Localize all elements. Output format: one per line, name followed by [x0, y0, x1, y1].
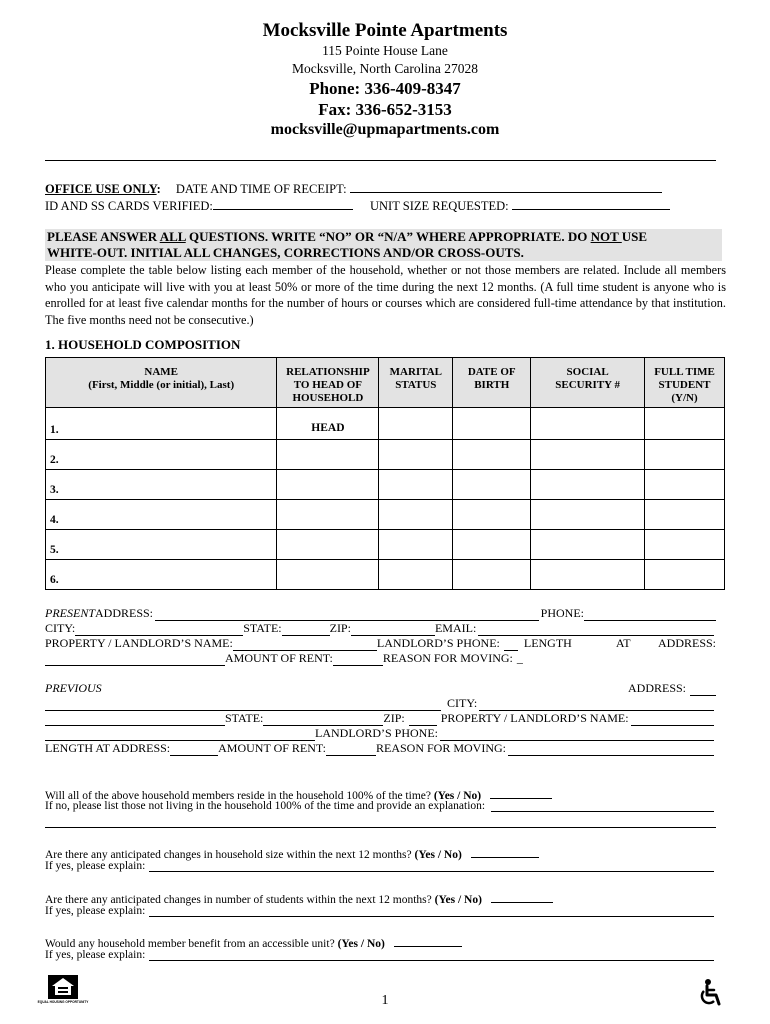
present-landlord-name-field[interactable]: [233, 638, 377, 651]
col-relationship-header: RELATIONSHIP TO HEAD OF HOUSEHOLD: [277, 358, 379, 408]
col-dob-header: DATE OF BIRTH: [453, 358, 531, 408]
previous-length-field[interactable]: [170, 743, 218, 756]
present-reason-field[interactable]: _: [516, 651, 523, 665]
row-5-name[interactable]: 5.: [46, 530, 277, 560]
date-time-label: DATE AND TIME OF RECEIPT:: [175, 182, 347, 196]
unit-size-field[interactable]: [512, 197, 670, 210]
previous-label-row: [45, 681, 716, 696]
question-accessible-unit: Would any household member benefit from an accessible unit? (Yes / No): [45, 934, 716, 950]
question-reside-100: Will all of the above household members reside in the household 100% of the time? (Yes / No): [45, 786, 716, 802]
present-address-field[interactable]: [155, 609, 539, 621]
office-use-row-2: [45, 197, 716, 214]
household-instructions: Please complete the table below listing each member of the household, whether or not those members are related. Include all members who you anticipate will live with you at least 50% or more of the time during the next 12 months. (A full time student is anyone who is enrolled for at least five calendar months for the number of hours or courses which are considered full-time attendance by that institution. The five months need not be consecutive.): [45, 263, 726, 327]
present-rent-label: AMOUNT OF RENT:: [225, 651, 333, 665]
question-students-explain: If yes, please explain:: [45, 905, 716, 917]
row-5-student[interactable]: [645, 530, 725, 560]
previous-state-field[interactable]: [263, 713, 383, 726]
reside-explain-field[interactable]: [491, 800, 714, 812]
row-1-dob[interactable]: [453, 408, 531, 440]
warning-all: ALL: [159, 229, 186, 244]
row-6-marital[interactable]: [379, 560, 453, 590]
row-3-dob[interactable]: [453, 470, 531, 500]
present-rent-field[interactable]: [333, 653, 383, 666]
row-4-student[interactable]: [645, 500, 725, 530]
question-accessible-explain: If yes, please explain:: [45, 949, 716, 961]
instructions-warning: [45, 229, 722, 261]
present-city-row: [45, 621, 716, 636]
previous-zip-label: ZIP:: [383, 711, 405, 725]
row-2-relationship[interactable]: [277, 440, 379, 470]
present-rent-row: [45, 651, 716, 666]
office-use-colon: :: [156, 182, 161, 196]
present-address-label: ADDRESS:: [95, 606, 154, 620]
eho-logo-text: EQUAL HOUSING OPPORTUNITY: [37, 1000, 89, 1004]
present-reason-label: REASON FOR MOVING:: [382, 651, 513, 665]
warning-text-1: PLEASE ANSWER: [47, 229, 160, 244]
row-1-relationship: HEAD: [277, 408, 379, 440]
row-3-relationship[interactable]: [277, 470, 379, 500]
row-5-dob[interactable]: [453, 530, 531, 560]
row-2-dob[interactable]: [453, 440, 531, 470]
present-zip-field[interactable]: [351, 623, 435, 636]
row-1-name[interactable]: 1.: [46, 408, 277, 440]
row-3-name[interactable]: 3.: [46, 470, 277, 500]
present-landlord-name-label: PROPERTY / LANDLORD’S NAME:: [45, 636, 233, 650]
students-answer[interactable]: [491, 890, 553, 903]
row-4-ssn[interactable]: [531, 500, 645, 530]
table-row: [46, 530, 725, 560]
previous-landlord-phone-field[interactable]: [440, 729, 714, 741]
address-line-1: 115 Pointe House Lane: [322, 43, 448, 58]
accessible-explain-field[interactable]: [149, 949, 714, 961]
present-email-field[interactable]: [478, 624, 714, 636]
household-size-answer[interactable]: [471, 845, 539, 858]
previous-rent-label: AMOUNT OF RENT:: [218, 741, 326, 755]
wheelchair-icon: [697, 978, 725, 1008]
previous-reason-label: REASON FOR MOVING:: [376, 741, 507, 755]
question-household-size: Are there any anticipated changes in household size within the next 12 months? (Yes / No): [45, 845, 716, 861]
phone-number: Phone: 336-409-8347: [309, 79, 461, 98]
present-label: PRESENT: [45, 606, 95, 620]
previous-rent-row: [45, 741, 716, 756]
reside-explain-line-2[interactable]: [45, 827, 716, 828]
table-row: [46, 408, 725, 440]
previous-landlord-name-field[interactable]: [631, 714, 714, 726]
previous-reason-field[interactable]: [508, 744, 714, 756]
row-4-marital[interactable]: [379, 500, 453, 530]
row-6-relationship[interactable]: [277, 560, 379, 590]
warning-text-3: USE: [621, 229, 648, 244]
col-marital-header: MARITAL STATUS: [379, 358, 453, 408]
household-table: [45, 357, 725, 590]
previous-address-field-start[interactable]: [690, 683, 716, 696]
present-address-row: [45, 606, 716, 621]
question-reside-explain: If no, please list those not living in the household 100% of the time and provide an explanation:: [45, 800, 716, 812]
previous-city-label: CITY:: [447, 696, 478, 710]
previous-state-row: [45, 711, 716, 726]
previous-landlord-name-label: PROPERTY / LANDLORD’S NAME:: [440, 711, 629, 725]
email-address: mocksville@upmapartments.com: [270, 121, 500, 138]
present-email-label: EMAIL:: [434, 621, 477, 635]
row-3-student[interactable]: [645, 470, 725, 500]
students-explain-field[interactable]: [149, 905, 714, 917]
section-household-composition: 1. HOUSEHOLD COMPOSITION: [45, 337, 241, 352]
reside-100-answer[interactable]: [490, 786, 552, 799]
row-3-ssn[interactable]: [531, 470, 645, 500]
present-length-address-label: ADDRESS:: [657, 636, 716, 650]
row-2-student[interactable]: [645, 440, 725, 470]
present-length-label: LENGTH: [523, 636, 572, 650]
col-name-header: NAME (First, Middle (or initial), Last): [46, 358, 277, 408]
col-ssn-header: SOCIAL SECURITY #: [531, 358, 645, 408]
id-ss-label: ID AND SS CARDS VERIFIED:: [45, 199, 213, 213]
row-6-dob[interactable]: [453, 560, 531, 590]
present-length-field[interactable]: [45, 653, 225, 666]
row-5-marital[interactable]: [379, 530, 453, 560]
row-2-name[interactable]: 2.: [46, 440, 277, 470]
row-2-ssn[interactable]: [531, 440, 645, 470]
question-students: Are there any anticipated changes in number of students within the next 12 months? (Yes / No): [45, 890, 716, 906]
present-phone-field[interactable]: [584, 608, 716, 621]
accessible-unit-answer[interactable]: [394, 934, 462, 947]
present-city-field[interactable]: [75, 623, 243, 636]
office-use-row-1: [45, 180, 716, 197]
row-4-dob[interactable]: [453, 500, 531, 530]
present-landlord-phone-label: LANDLORD’S PHONE:: [376, 636, 500, 650]
id-ss-field[interactable]: [213, 197, 353, 210]
row-6-ssn[interactable]: [531, 560, 645, 590]
date-time-field[interactable]: [350, 180, 662, 193]
present-state-field[interactable]: [282, 623, 330, 636]
col-student-header: FULL TIME STUDENT (Y/N): [645, 358, 725, 408]
row-3-marital[interactable]: [379, 470, 453, 500]
table-row: [46, 440, 725, 470]
row-6-student[interactable]: [645, 560, 725, 590]
previous-address-label: ADDRESS:: [627, 681, 686, 695]
previous-city-row: [45, 696, 716, 711]
previous-state-label: STATE:: [225, 711, 264, 725]
previous-city-field[interactable]: [479, 699, 714, 711]
warning-not: NOT: [590, 229, 622, 244]
previous-landlord-name-cont[interactable]: [45, 728, 315, 741]
unit-size-label: UNIT SIZE REQUESTED:: [369, 199, 509, 213]
row-5-relationship[interactable]: [277, 530, 379, 560]
previous-label: PREVIOUS: [45, 681, 102, 695]
previous-city-field-cont[interactable]: [45, 713, 225, 726]
present-landlord-row: [45, 636, 716, 651]
household-table-header: [46, 358, 725, 408]
row-4-name[interactable]: 4.: [46, 500, 277, 530]
previous-address-field[interactable]: [45, 698, 441, 711]
household-size-explain-field[interactable]: [149, 860, 714, 872]
warning-text-2: QUESTIONS. WRITE “NO” OR “N/A” WHERE APPROPRIATE. DO: [185, 229, 591, 244]
row-1-student[interactable]: [645, 408, 725, 440]
table-row: [46, 470, 725, 500]
property-title: Mocksville Pointe Apartments: [262, 20, 508, 41]
previous-phone-row: [45, 726, 716, 741]
question-household-size-explain: If yes, please explain:: [45, 860, 716, 872]
previous-landlord-phone-label: LANDLORD’S PHONE:: [315, 726, 438, 740]
present-at-label: AT: [615, 636, 631, 650]
fax-number: Fax: 336-652-3153: [318, 100, 452, 119]
header-divider: [45, 160, 716, 161]
row-4-relationship[interactable]: [277, 500, 379, 530]
previous-length-label: LENGTH AT ADDRESS:: [45, 741, 171, 755]
present-phone-label: PHONE:: [540, 606, 584, 620]
present-city-label: CITY:: [45, 621, 76, 635]
row-6-name[interactable]: 6.: [46, 560, 277, 590]
table-row: [46, 500, 725, 530]
table-row: [46, 560, 725, 590]
row-2-marital[interactable]: [379, 440, 453, 470]
page-number: 1: [381, 993, 389, 1008]
address-line-2: Mocksville, North Carolina 27028: [292, 61, 478, 76]
present-landlord-phone-field[interactable]: [504, 638, 518, 651]
present-state-label: STATE:: [243, 621, 282, 635]
row-1-ssn[interactable]: [531, 408, 645, 440]
row-5-ssn[interactable]: [531, 530, 645, 560]
present-zip-label: ZIP:: [329, 621, 351, 635]
previous-zip-field[interactable]: [409, 713, 437, 726]
warning-line-2: WHITE-OUT. INITIAL ALL CHANGES, CORRECTIONS AND/OR CROSS-OUTS.: [47, 245, 524, 260]
row-1-marital[interactable]: [379, 408, 453, 440]
previous-rent-field[interactable]: [326, 743, 376, 756]
office-use-label: OFFICE USE ONLY: [45, 182, 157, 196]
